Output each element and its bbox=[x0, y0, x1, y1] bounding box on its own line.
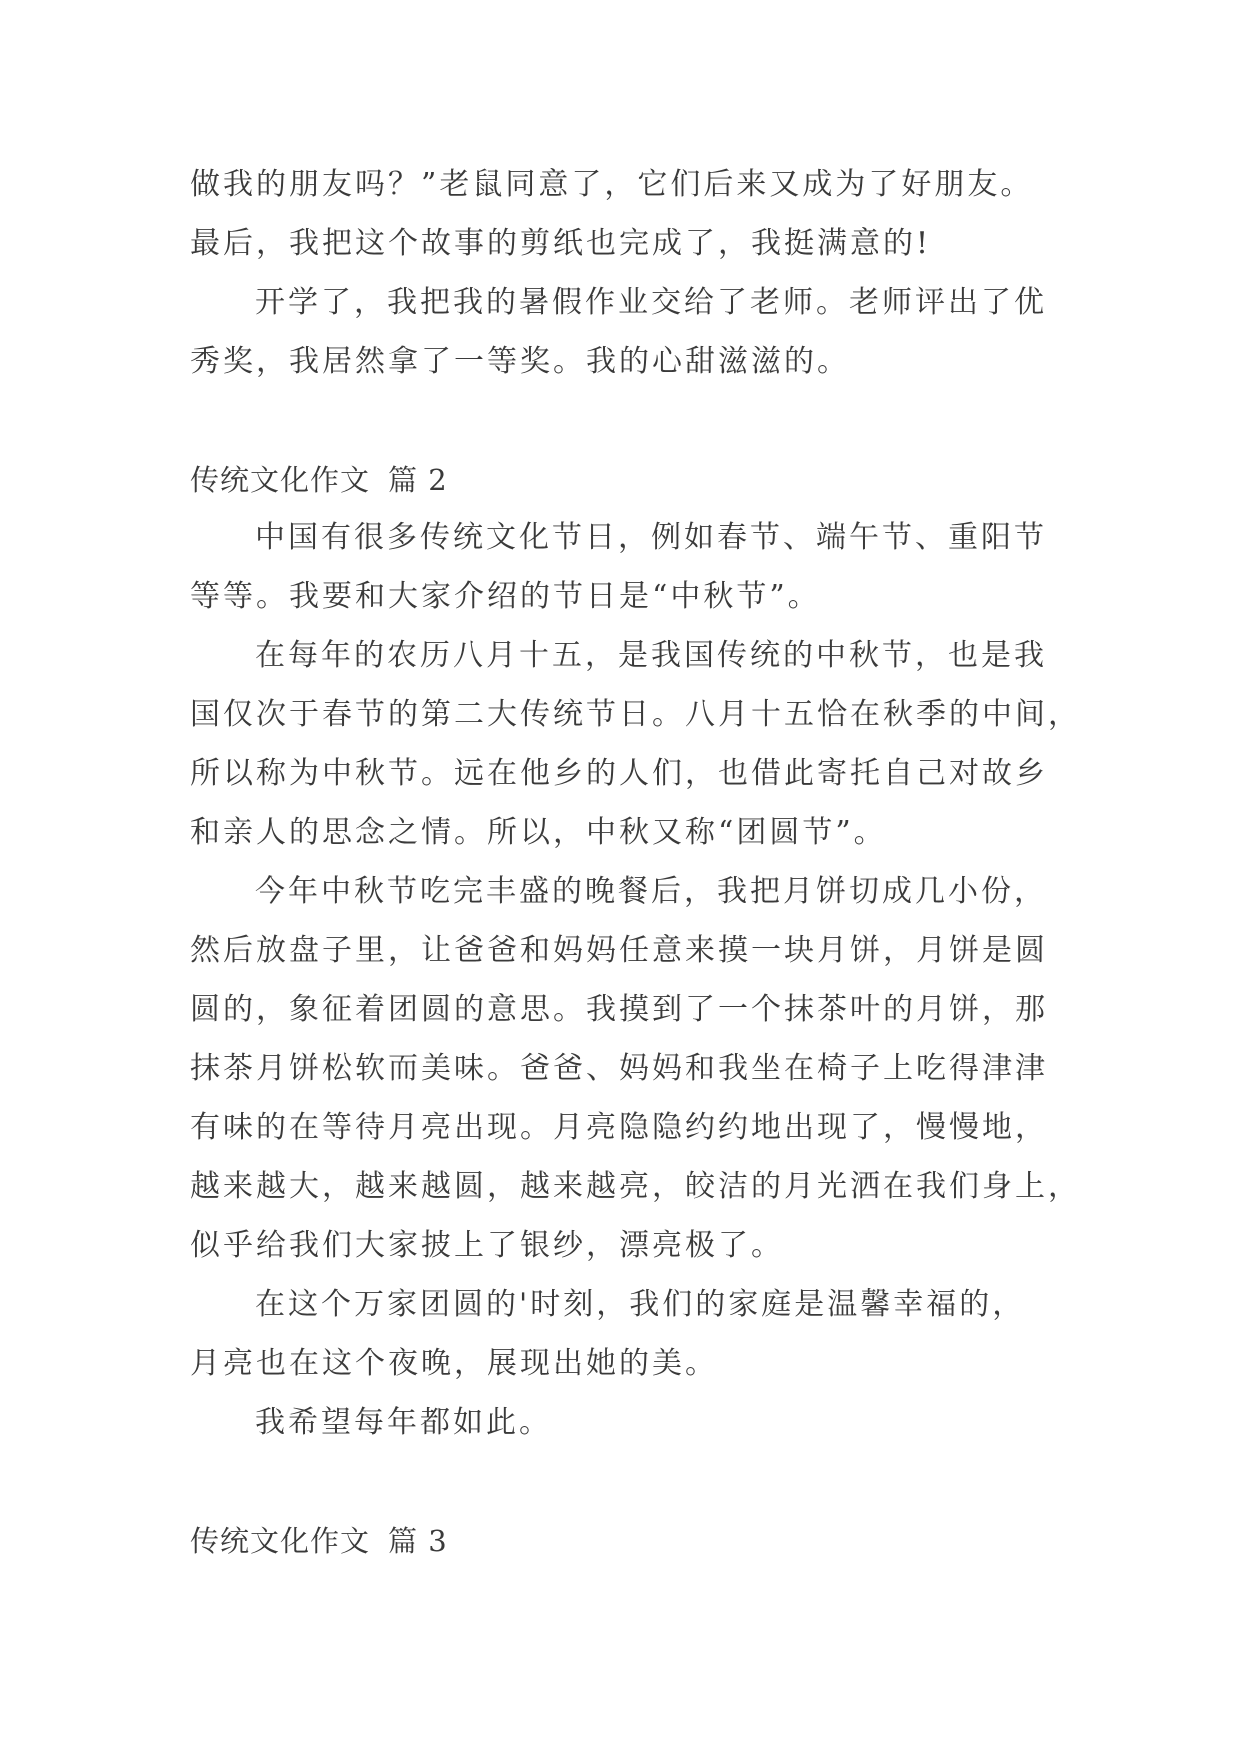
text-line: 越来越大，越来越圆，越来越亮，皎洁的月光洒在我们身上， bbox=[190, 1169, 1081, 1204]
text-line: 和亲人的思念之情。所以，中秋又称“团圆节”。 bbox=[190, 815, 887, 850]
heading-part: 篇 2 bbox=[388, 463, 448, 497]
text-line: 国仅次于春节的第二大传统节日。八月十五恰在秋季的中间， bbox=[190, 697, 1081, 732]
text-line: 我希望每年都如此。 bbox=[255, 1405, 552, 1440]
text-line: 有味的在等待月亮出现。月亮隐隐约约地出现了，慢慢地， bbox=[190, 1110, 1048, 1145]
text-line: 抹茶月饼松软而美味。爸爸、妈妈和我坐在椅子上吃得津津 bbox=[190, 1051, 1048, 1086]
text-line: 中国有很多传统文化节日，例如春节、端午节、重阳节 bbox=[255, 520, 1047, 555]
text-line: 似乎给我们大家披上了银纱，漂亮极了。 bbox=[190, 1228, 784, 1263]
text-line: 月亮也在这个夜晚，展现出她的美。 bbox=[190, 1346, 718, 1381]
text-line: 在每年的农历八月十五，是我国传统的中秋节，也是我 bbox=[255, 638, 1047, 673]
text-line: 所以称为中秋节。远在他乡的人们，也借此寄托自己对故乡 bbox=[190, 756, 1048, 791]
text-line: 开学了，我把我的暑假作业交给了老师。老师评出了优 bbox=[255, 285, 1047, 320]
text-line: 最后，我把这个故事的剪纸也完成了，我挺满意的! bbox=[190, 226, 932, 261]
text-line: 然后放盘子里，让爸爸和妈妈任意来摸一块月饼，月饼是圆 bbox=[190, 933, 1048, 968]
text-line: 等等。我要和大家介绍的节日是“中秋节”。 bbox=[190, 579, 821, 614]
heading-title: 传统文化作文 bbox=[190, 463, 371, 497]
text-line: 今年中秋节吃完丰盛的晚餐后，我把月饼切成几小份， bbox=[255, 874, 1047, 909]
text-line: 秀奖，我居然拿了一等奖。我的心甜滋滋的。 bbox=[190, 344, 850, 379]
heading-part: 篇 3 bbox=[388, 1524, 448, 1558]
text-line: 在这个万家团圆的'时刻，我们的家庭是温馨幸福的， bbox=[255, 1287, 1026, 1322]
section-heading-2 bbox=[190, 460, 448, 500]
text-line: 做我的朋友吗？”老鼠同意了，它们后来又成为了好朋友。 bbox=[190, 167, 1034, 202]
section-heading-3 bbox=[190, 1521, 448, 1561]
text-line: 圆的，象征着团圆的意思。我摸到了一个抹茶叶的月饼，那 bbox=[190, 992, 1048, 1027]
heading-title: 传统文化作文 bbox=[190, 1524, 371, 1558]
